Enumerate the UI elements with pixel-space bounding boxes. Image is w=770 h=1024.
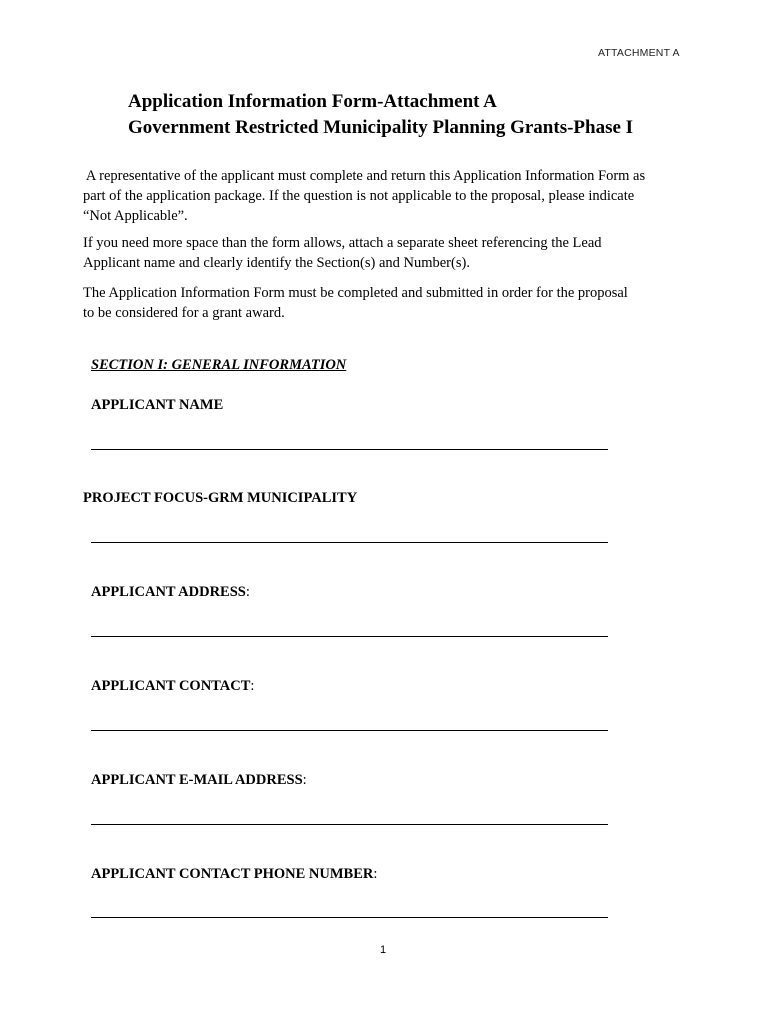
applicant-email-field[interactable]: [91, 824, 608, 825]
applicant-contact-label: [91, 678, 254, 695]
applicant-contact-label-text: APPLICANT CONTACT: [91, 678, 251, 694]
attachment-tag: ATTACHMENT A: [598, 47, 680, 59]
intro-paragraph-2-line-2: Applicant name and clearly identify the Section(s) and Number(s).: [83, 255, 470, 271]
intro-paragraph-1-line-1: A representative of the applicant must complete and return this Application Information Form as: [83, 168, 646, 184]
intro-paragraph-1-line-2: part of the application package. If the question is not applicable to the proposal, please indicate: [83, 188, 635, 204]
document-title: [128, 89, 633, 141]
section-heading: SECTION I: GENERAL INFORMATION: [91, 357, 347, 373]
intro-paragraph-2: [83, 233, 683, 273]
intro-paragraph-3-line-1: The Application Information Form must be completed and submitted in order for the proposal: [83, 285, 628, 301]
intro-paragraph-3: [83, 283, 683, 323]
applicant-address-field[interactable]: [91, 636, 608, 637]
applicant-phone-label-text: APPLICANT CONTACT PHONE NUMBER: [91, 866, 374, 882]
intro-paragraph-3-line-2: to be considered for a grant award.: [83, 305, 285, 321]
applicant-email-label-text: APPLICANT E-MAIL ADDRESS: [91, 772, 303, 788]
title-line-2: Government Restricted Municipality Planning Grants-Phase I: [128, 117, 634, 138]
applicant-address-label: [91, 584, 250, 601]
applicant-email-label-suffix: :: [302, 772, 307, 788]
applicant-name-label: [91, 397, 223, 414]
project-focus-field[interactable]: [91, 542, 608, 543]
page-number: 1: [380, 944, 387, 956]
applicant-phone-label-suffix: :: [373, 866, 378, 882]
applicant-phone-field[interactable]: [91, 917, 608, 918]
applicant-phone-label: [91, 866, 377, 883]
project-focus-label: [83, 490, 357, 507]
applicant-address-label-text: APPLICANT ADDRESS: [91, 584, 246, 600]
applicant-name-label-text: APPLICANT NAME: [91, 397, 224, 413]
applicant-contact-field[interactable]: [91, 730, 608, 731]
applicant-email-label: [91, 772, 307, 789]
project-focus-label-text: PROJECT FOCUS-GRM MUNICIPALITY: [83, 490, 358, 506]
intro-paragraph-1: [83, 166, 683, 226]
applicant-contact-label-suffix: :: [250, 678, 255, 694]
applicant-name-field[interactable]: [91, 449, 608, 450]
intro-paragraph-2-line-1: If you need more space than the form allows, attach a separate sheet referencing the Lead: [83, 235, 602, 251]
applicant-address-label-suffix: :: [245, 584, 250, 600]
intro-paragraph-1-line-3: “Not Applicable”.: [83, 208, 188, 224]
title-line-1: Application Information Form-Attachment A: [128, 91, 497, 112]
